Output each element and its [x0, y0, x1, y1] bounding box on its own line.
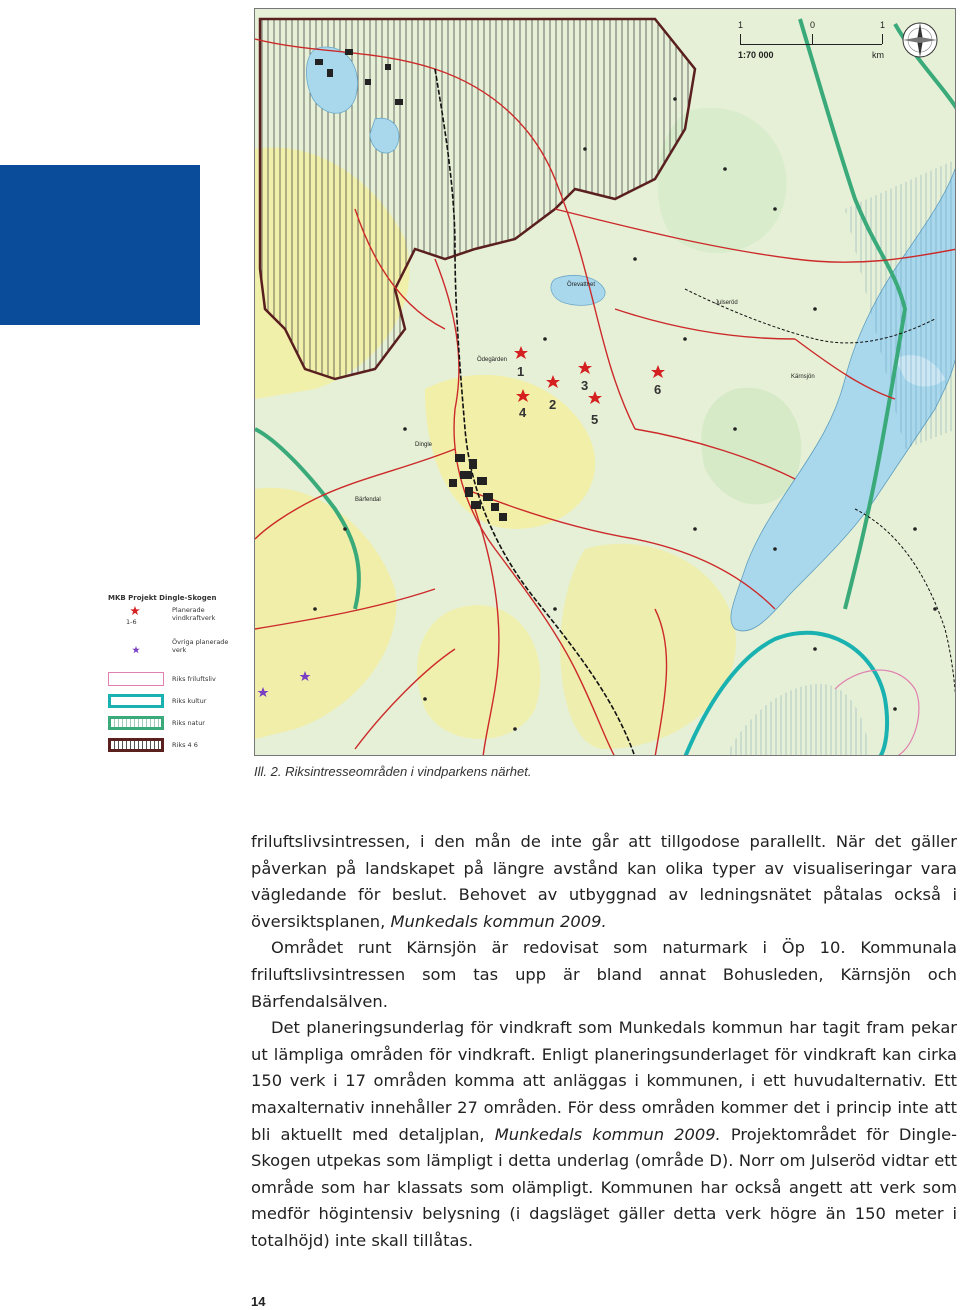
figure-caption: Ill. 2. Riksintresseområden i vindparkens närhet. [254, 764, 532, 779]
legend-title: MKB Projekt Dingle-Skogen [108, 594, 217, 602]
scale-ratio: 1:70 000 [738, 50, 774, 60]
scale-tick: 1 [880, 20, 886, 30]
legend-label: Riks friluftsliv [172, 675, 216, 683]
place-label: Bärfendal [355, 497, 381, 503]
scale-tick: 1 [738, 20, 744, 30]
legend-label: Planerade vindkraftverk [172, 606, 216, 622]
place-label: Ödegärden [477, 357, 508, 363]
legend-other-turbine-icon [132, 646, 140, 654]
paragraph: Området runt Kärnsjön är redovisat som naturmark i Öp 10. Kommunala friluftslivsintressen som tas upp är bland annat Bohusleden, Kärnsjön och Bärfendalsälven. [251, 938, 957, 1011]
turbine-label-5: 5 [591, 412, 599, 427]
map-legend [104, 590, 254, 756]
turbine-label-1: 1 [517, 364, 525, 379]
legend-label: Riks natur [172, 719, 205, 727]
turbine-label-2: 2 [549, 397, 557, 412]
legend-label: Riks kultur [172, 697, 207, 705]
paragraph: friluftslivsintressen, i den mån de inte går att tillgodose parallellt. När det gäller påverkan på landskapet på längre avstånd kan olika typer av visualiseringar vara vägledande för beslut. Behovet av utbyggnad av ledningsnätet påtalas också i översiktsplanen, Munkedals kommun 2009. [251, 832, 957, 931]
place-label: Örevattnet [567, 282, 596, 288]
scale-bar [736, 20, 896, 66]
place-label: Julseröd [715, 300, 738, 306]
legend-sub: 1-6 [126, 618, 137, 626]
legend-swatch-natur [108, 716, 164, 730]
compass-rose-icon [900, 20, 940, 60]
legend-swatch-riks46 [108, 738, 164, 752]
turbine-label-4: 4 [519, 405, 527, 420]
legend-label: Övriga planerade verk [172, 638, 229, 654]
legend-swatch-friluftsliv [108, 672, 164, 686]
turbine-label-6: 6 [654, 382, 662, 397]
legend-turbine-icon [130, 606, 140, 616]
turbine-label-3: 3 [581, 378, 589, 393]
paragraph: Det planeringsunderlag för vindkraft som Munkedals kommun har tagit fram pekar ut lämpliga områden för vindkraft. Enligt planeringsunderlaget för vindkraft kan cirka 150 verk i 17 områden komma att anläggas i kommunen, i ett huvudalternativ. Ett maxalternativ innehåller 27 områden. För dess områden kommer det i princip inte att bli aktuellt med detaljplan, Munkedals kommun 2009. Projektområdet för Dingle-Skogen utpekas som lämpligt i detta underlag (område D). Norr om Julseröd vidtar ett område som har klassats som olämpligt. Kommunen har också angett att verk som medför högintensiv belysning (i dagsläget gäller detta verk högre än 150 meter i totalhöjd) inte skall tillåtas. [251, 1018, 958, 1250]
place-label: Dingle [415, 442, 433, 448]
blue-margin-tab [0, 165, 200, 325]
place-label: Kärnsjön [791, 374, 815, 380]
map-canvas [255, 9, 956, 756]
map-figure [254, 8, 956, 756]
legend-label: Riks 4 6 [172, 741, 198, 749]
scale-tick: 0 [810, 20, 816, 30]
body-text [251, 829, 957, 1255]
page-number: 14 [251, 1294, 266, 1309]
legend-swatch-kultur [108, 694, 164, 708]
scale-unit: km [872, 50, 884, 60]
scale-line [740, 34, 882, 45]
